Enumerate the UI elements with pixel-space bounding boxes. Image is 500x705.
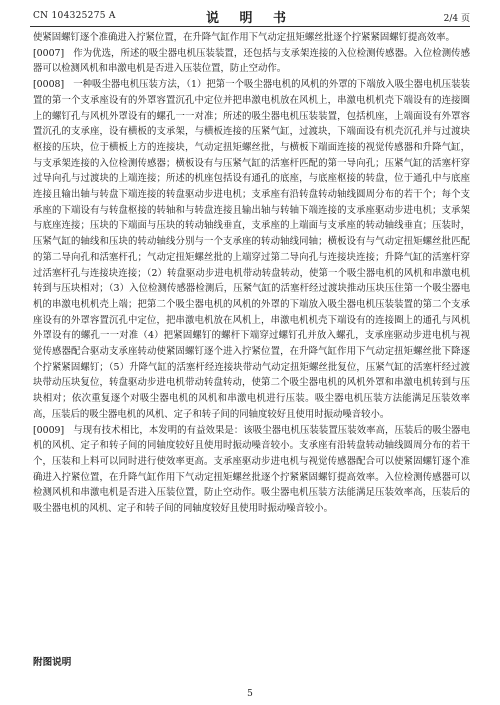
paragraph-continuation <box>33 30 470 46</box>
page-title: 说 明 书 <box>205 11 295 26</box>
paragraph-number: [0008] <box>33 79 65 91</box>
paragraph-text: 使紧固螺钉逐个准确进入拧紧位置，在升降气缸作用下气动定扭矩螺丝批逐个拧紧紧固螺钉提高效率。 <box>33 32 455 43</box>
page-number: 5 <box>247 689 253 699</box>
paragraph-number: [0007] <box>33 47 65 59</box>
paragraph-text: 作为优选，所述的吸尘器电机压装装置，还包括与支承架连接的入位检测传感器。入位检测传感器可以检测风机和串激电机是否进入压装位置，防止空动作。 <box>33 47 470 75</box>
document-body <box>33 30 470 517</box>
paragraph-number: [0009] <box>33 424 65 436</box>
paragraph-text: 与现有技术相比，本发明的有益效果是：该吸尘器电机压装装置压装效率高，压装后的吸尘器电机的风机、定子和转子间的同轴度较好且使用时振动噪音较小。支承座有沿转盘转动轴线圆周分布的若干个，压装和上料可以同时进行使效率更高。支承座驱动步进电机与视觉传感器配合可以使紧固螺钉逐个准确进入拧紧位置，在升降气缸作用下气动定扭矩螺丝批逐个拧紧紧固螺钉提高效率。入位检测传感器可以检测风机和串激电机是否进入压装位置，防止空动作。吸尘器电机压装方法能满足压装效率高，压装后的吸尘器电机的风机、定子和转子间的同轴度较好且使用时振动噪音较小。 <box>33 424 470 515</box>
paragraph-0007 <box>33 46 470 77</box>
document-number: CN 104325275 A <box>33 11 116 21</box>
section-heading: 附图说明 <box>33 657 72 668</box>
page-counter: 2/4 页 <box>443 14 470 24</box>
paragraph-text: 一种吸尘器电机压装方法，（1）把第一个吸尘器电机的风机的外罩的下端放入吸尘器电机压装装置的第一个支承座设有的外罩容置沉孔中定位并把串激电机放在风机上，串激电机机壳下端设有的连接圈上的螺钉孔与风机外罩设有的螺孔一一对准；所述的吸尘器电机压装装置，包括机座，上端面设有外罩容置沉孔的支承座，设有横板的支承架，与横板连接的压紧气缸，过渡块，下端面设有机壳沉孔并与过渡块枢接的压块，位于横板上方的连接块，气动定扭矩螺丝批，与横板下端面连接的视觉传感器和升降气缸，与支承架连接的入位检测传感器；横板设有与压紧气缸的活塞杆匹配的第一导向孔；压紧气缸的活塞杆穿过导向孔与过渡块的上端连接；所述的机座包括设有通孔的底座，与底座枢接的转盘，位于通孔中与底座连接且输出轴与转盘下端连接的转盘驱动步进电机；支承座有沿转盘转动轴线圆周分布的若干个；每个支承座的下端设有与转盘枢接的转轴和与转盘连接且输出轴与转轴下端连接的支承座驱动步进电机；支承架与底座连接；压块的下端面与压块的转动轴线垂直，支承座的上端面与支承座的转动轴线垂直；压装时，压紧气缸的轴线和压块的转动轴线分别与一个支承座的转动轴线同轴；横板设有与气动定扭矩螺丝批匹配的第二导向孔和活塞杆孔；气动定扭矩螺丝批的上端穿过第二导向孔与连接块连接；升降气缸的活塞杆穿过活塞杆孔与连接块连接；（2）转盘驱动步进电机带动转盘转动，使第一个吸尘器电机的风机和串激电机转到与压块相对；（3）入位检测传感器检测后，压紧气缸的活塞杆经过渡块推动压块压住第一个吸尘器电机的串激电机机壳上端；把第二个吸尘器电机的风机的外罩的下端放入吸尘器电机压装装置的第二个支承座设有的外罩容置沉孔中定位，把串激电机放在风机上，串激电机机壳下端设有的连接圈上的通孔与风机外罩设有的螺孔一一对准（4）把紧固螺钉的螺杆下端穿过螺钉孔并放入螺孔，支承座驱动步进电机与视觉传感器配合驱动支承座转动使紧固螺钉逐个进入拧紧位置，在升降气缸作用下气动定扭矩螺丝批下降逐个拧紧紧固螺钉；（5）升降气缸的活塞杆经连接块带动气动定扭矩螺丝批复位，压紧气缸的活塞杆经过渡块带动压块复位，转盘驱动步进电机带动转盘转动，使第二个吸尘器电机的风机外罩和串激电机转到与压块相对；依次重复逐个对吸尘器电机的风机和串激电机进行压装。吸尘器电机压装方法能满足压装效率高，压装后的吸尘器电机的风机、定子和转子间的同轴度较好且使用时振动噪音较小。 <box>33 79 470 420</box>
paragraph-0009 <box>33 423 470 517</box>
header-divider <box>30 26 470 27</box>
paragraph-0008 <box>33 77 470 422</box>
